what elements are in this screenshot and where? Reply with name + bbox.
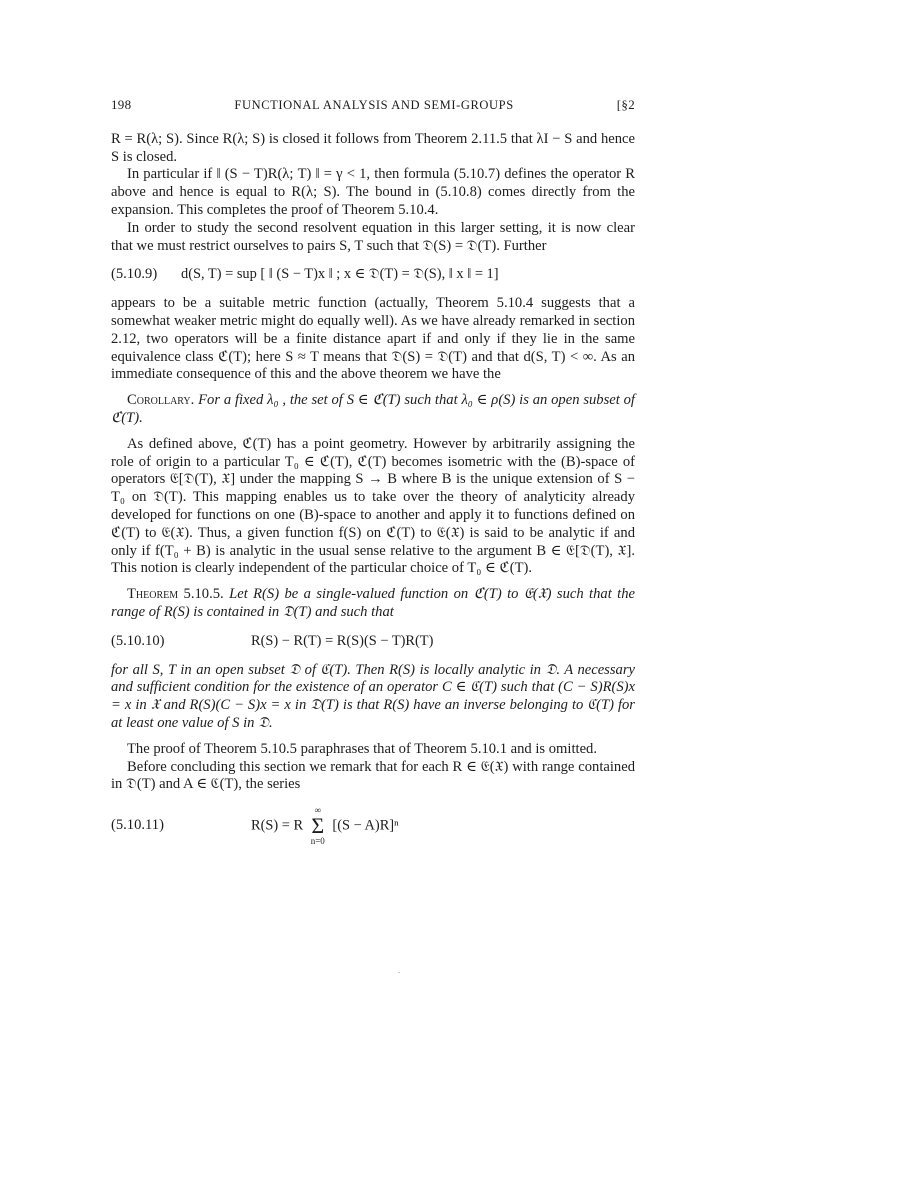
equation-5-10-11 [111,806,635,846]
scan-speck [398,972,400,973]
equation-formula [251,806,399,846]
equation-formula: R(S) − R(T) = R(S)(S − T)R(T) [251,632,434,649]
paragraph-6: The proof of Theorem 5.10.5 paraphrases that of Theorem 5.10.1 and is omitted. [127,740,597,757]
page-number: 198 [111,97,132,112]
sum-upper-limit: ∞ [314,805,321,816]
theorem-number: 5.10.5. [183,586,224,603]
summation-symbol [311,806,325,846]
sigma-glyph: Σ [311,813,325,839]
paragraph-7: Before concluding this section we remark that for each R ∈ 𝔈(𝔛) with range contained in 𝔇(T) and A ∈ ℭ(T), the series [111,758,635,793]
paragraph-2: In particular if ‖ (S − T)R(λ; T) ‖ = γ < 1, then formula (5.10.7) defines the operator R above and hence is equal to R(λ; S). The bound in (5.10.8) comes directly from the expansion. This completes the proof of Theorem 5.10.4. [111,166,635,218]
equation-number: (5.10.9) [111,266,158,283]
theorem-label: Theorem [127,586,179,603]
theorem-5-10-5 [111,586,635,622]
equation-lhs: R(S) = R [251,817,304,834]
paragraph-1: R = R(λ; S). Since R(λ; S) is closed it follows from Theorem 2.11.5 that λI − S and hence S is closed. [111,130,635,165]
running-head [111,96,635,115]
corollary-text: For a fixed λ₀ , the set of S ∈ ℭ(T) such that λ₀ ∈ ρ(S) is an open subset of ℭ(T). [111,392,635,426]
paragraph-4: appears to be a suitable metric function (actually, Theorem 5.10.4 suggests that a somewhat weaker metric might do equally well). As we have already remarked in section 2.12, two operators will be a finite distance apart if and only if they lie in the same equivalence class ℭ(T); here S ≈ T means that 𝔇(S) = 𝔇(T) and that d(S, T) < ∞. As an immediate consequence of this and the above theorem we have the [111,295,635,383]
equation-5-10-9 [111,266,635,284]
equation-number: (5.10.11) [111,817,164,834]
theorem-text: Let R(S) be a single-valued function on ℭ(T) to 𝔈(𝔛) such that the range of R(S) is contained in 𝔇(T) and such that [111,586,635,620]
sum-lower-limit: n=0 [310,836,325,847]
section-mark: [§2 [616,97,635,112]
running-title: FUNCTIONAL ANALYSIS AND SEMI-GROUPS [234,98,514,112]
theorem-continuation: for all S, T in an open subset 𝔇 of ℭ(T). Then R(S) is locally analytic in 𝔇. A necessary and sufficient condition for the existence of an operator C ∈ ℭ(T) such that (C − S)R(S)x = x in 𝔛 and R(S)(C − S)x = x in 𝔇(T) is that R(S) have an inverse belonging to ℭ(T) for at least one value of S in 𝔇. [111,661,635,731]
corollary [111,392,635,428]
equation-number: (5.10.10) [111,632,165,649]
book-page [111,96,635,857]
corollary-label: Corollary. [127,392,195,409]
equation-5-10-10 [111,633,635,651]
equation-rhs: [(S − A)R]ⁿ [332,817,399,834]
paragraph-5: As defined above, ℭ(T) has a point geometry. However by arbitrarily assigning the role of origin to a particular T₀ ∈ ℭ(T), ℭ(T) becomes isometric with the (B)-space of operators 𝔈[𝔇(T), 𝔛] under the mapping S → B where B is the unique extension of S − T₀ on 𝔇(T). This mapping enables us to take over the theory of analyticity already developed for functions on one (B)-space to another and apply it to functions defined on ℭ(T) to 𝔈(𝔛). Thus, a given function f(S) on ℭ(T) to 𝔈(𝔛) is said to be analytic if and only if f(T₀ + B) is analytic in the usual sense relative to the argument B ∈ 𝔈[𝔇(T), 𝔛]. This notion is clearly independent of the particular choice of T₀ ∈ ℭ(T). [111,435,635,577]
paragraph-3: In order to study the second resolvent equation in this larger setting, it is now clear that we must restrict ourselves to pairs S, T such that 𝔇(S) = 𝔇(T). Further [111,219,635,254]
equation-formula: d(S, T) = sup [ ‖ (S − T)x ‖ ; x ∈ 𝔇(T) = 𝔇(S), ‖ x ‖ = 1] [181,266,499,283]
